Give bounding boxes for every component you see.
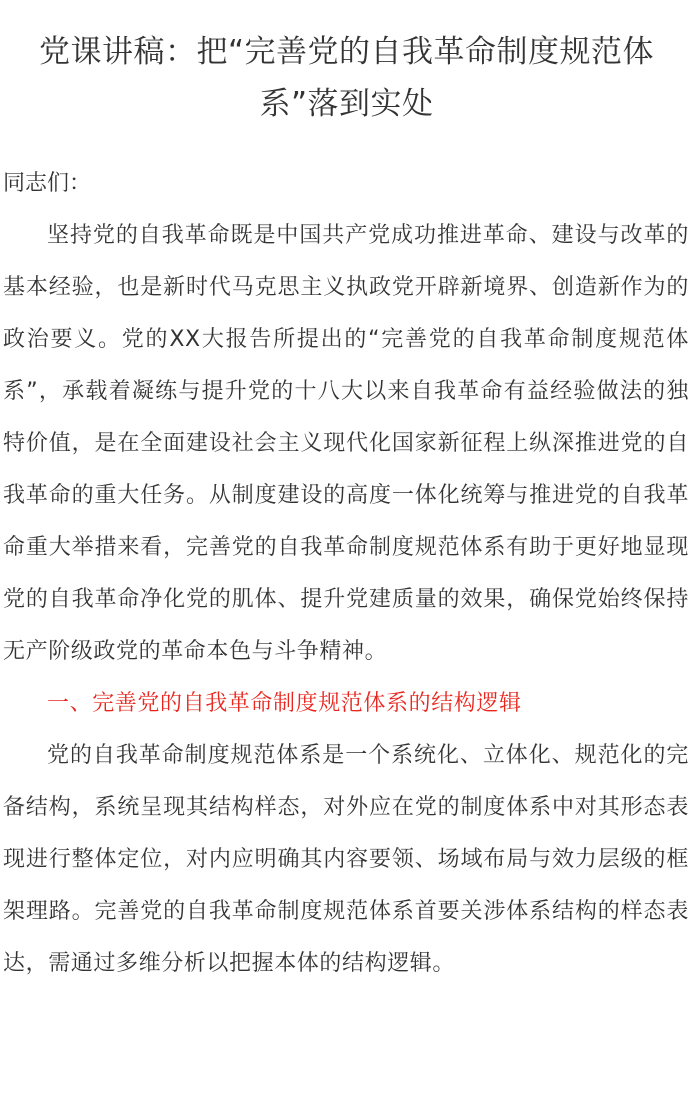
section-heading-1: 一、完善党的自我革命制度规范体系的结构逻辑 (47, 691, 522, 716)
paragraph-section-1: 党的自我革命制度规范体系是一个系统化、立体化、规范化的完备结构，系统呈现其结构样态，对外应在党的制度体系中对其形态表现进行整体定位，对内应明确其内容要领、场域布局与效力层级的框架理路。完善党的自我革命制度规范体系首要关涉体系结构的样态表达，需通过多维分析以把握本体的结构逻辑。 (3, 743, 689, 976)
document-body (0, 158, 693, 990)
document-title: 党课讲稿：把“完善党的自我革命制度规范体系”落到实处 (38, 34, 655, 122)
greeting: 同志们： (3, 171, 92, 196)
paragraph-intro: 坚持党的自我革命既是中国共产党成功推进革命、建设与改革的基本经验，也是新时代马克思主义执政党开辟新境界、创造新作为的政治要义。党的XX大报告所提出的“完善党的自我革命制度规范体系”，承载着凝练与提升党的十八大以来自我革命有益经验做法的独特价值，是在全面建设社会主义现代化国家新征程上纵深推进党的自我革命的重大任务。从制度建设的高度一体化统筹与推进党的自我革命重大举措来看，完善党的自我革命制度规范体系有助于更好地显现党的自我革命净化党的肌体、提升党建质量的效果，确保党始终保持无产阶级政党的革命本色与斗争精神。 (3, 223, 689, 664)
